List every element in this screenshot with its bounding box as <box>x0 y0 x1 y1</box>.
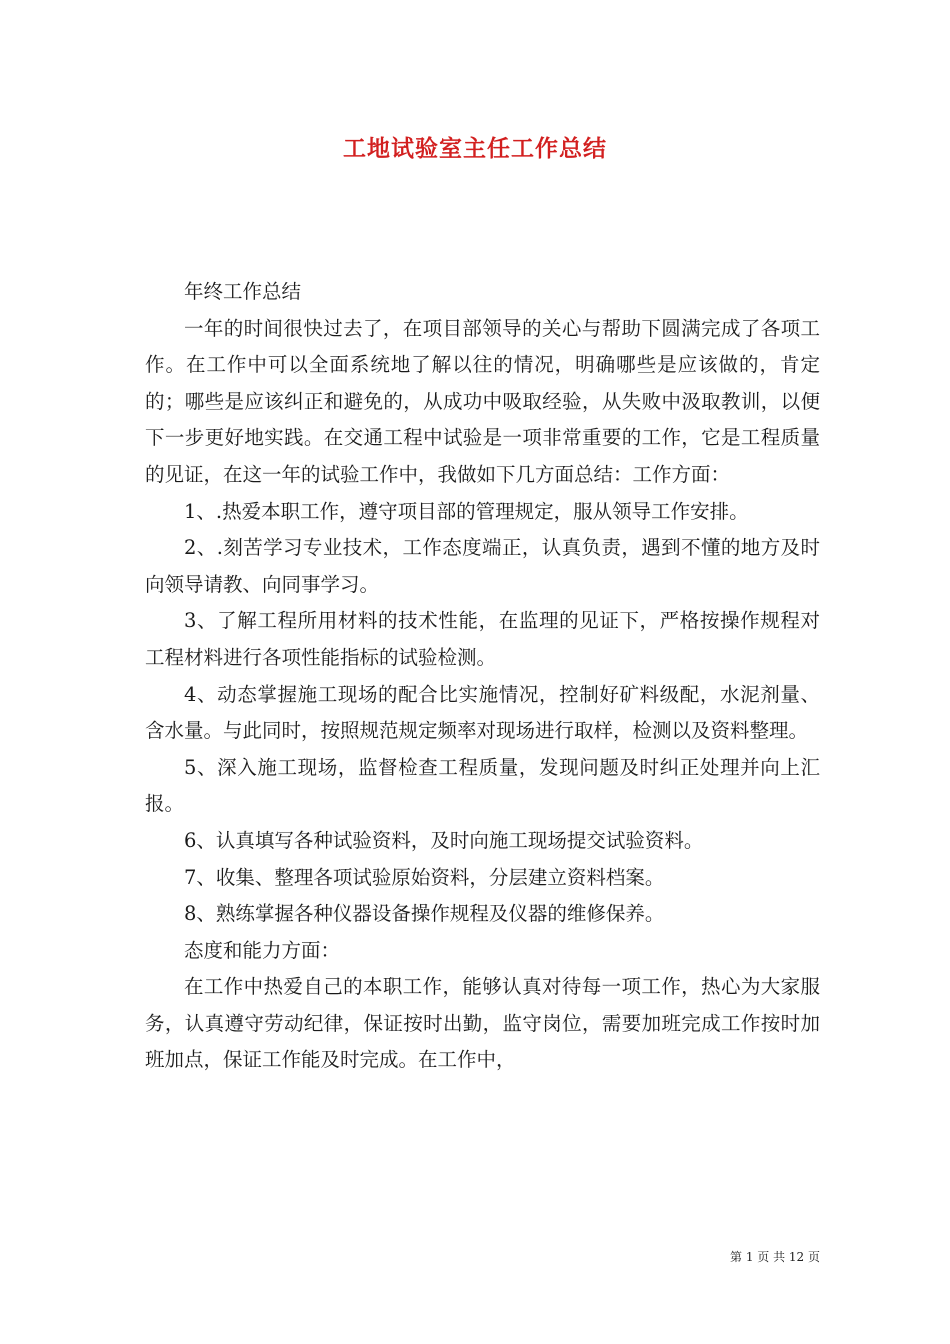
page-number: 第 1 页 共 12 页 <box>730 1250 820 1264</box>
paragraph-heading: 年终工作总结 <box>184 280 302 303</box>
paragraph-item-7: 7、收集、整理各项试验原始资料，分层建立资料档案。 <box>184 865 665 889</box>
paragraph-item-5: 5、深入施工现场，监督检查工程质量，发现问题及时纠正处理并向上汇报。 <box>145 755 820 816</box>
paragraph-item-4: 4、动态掌握施工现场的配合比实施情况，控制好矿料级配，水泥剂量、含水量。与此同时，按照规范规定频率对现场进行取样，检测以及资料整理。 <box>145 682 820 743</box>
paragraph-item-2: 2、.刻苦学习专业技术，工作态度端正，认真负责，遇到不懂的地方及时向领导请教、向同事学习。 <box>145 536 820 596</box>
document-title: 工地试验室主任工作总结 <box>343 135 607 162</box>
paragraph-section-attitude: 态度和能力方面： <box>184 938 341 962</box>
paragraph-item-3: 3、了解工程所用材料的技术性能，在监理的见证下，严格按操作规程对工程材料进行各项性能指标的试验检测。 <box>145 609 820 669</box>
paragraph-item-1: 1、.热爱本职工作，遵守项目部的管理规定，服从领导工作安排。 <box>184 499 749 523</box>
document-body <box>145 274 820 1079</box>
paragraph-item-6: 6、认真填写各种试验资料，及时向施工现场提交试验资料。 <box>184 828 704 852</box>
paragraph-attitude-body: 在工作中热爱自己的本职工作，能够认真对待每一项工作，热心为大家服务，认真遵守劳动纪律，保证按时出勤，监守岗位，需要加班完成工作按时加班加点，保证工作能及时完成。在工作中， <box>145 975 820 1072</box>
paragraph-intro: 一年的时间很快过去了，在项目部领导的关心与帮助下圆满完成了各项工作。在工作中可以全面系统地了解以往的情况，明确哪些是应该做的，肯定的；哪些是应该纠正和避免的，从成功中吸取经验，从失败中汲取教训，以便下一步更好地实践。在交通工程中试验是一项非常重要的工作，它是工程质量的见证，在这一年的试验工作中，我做如下几方面总结：工作方面： <box>145 316 820 486</box>
paragraph-item-8: 8、熟练掌握各种仪器设备操作规程及仪器的维修保养。 <box>184 902 665 926</box>
